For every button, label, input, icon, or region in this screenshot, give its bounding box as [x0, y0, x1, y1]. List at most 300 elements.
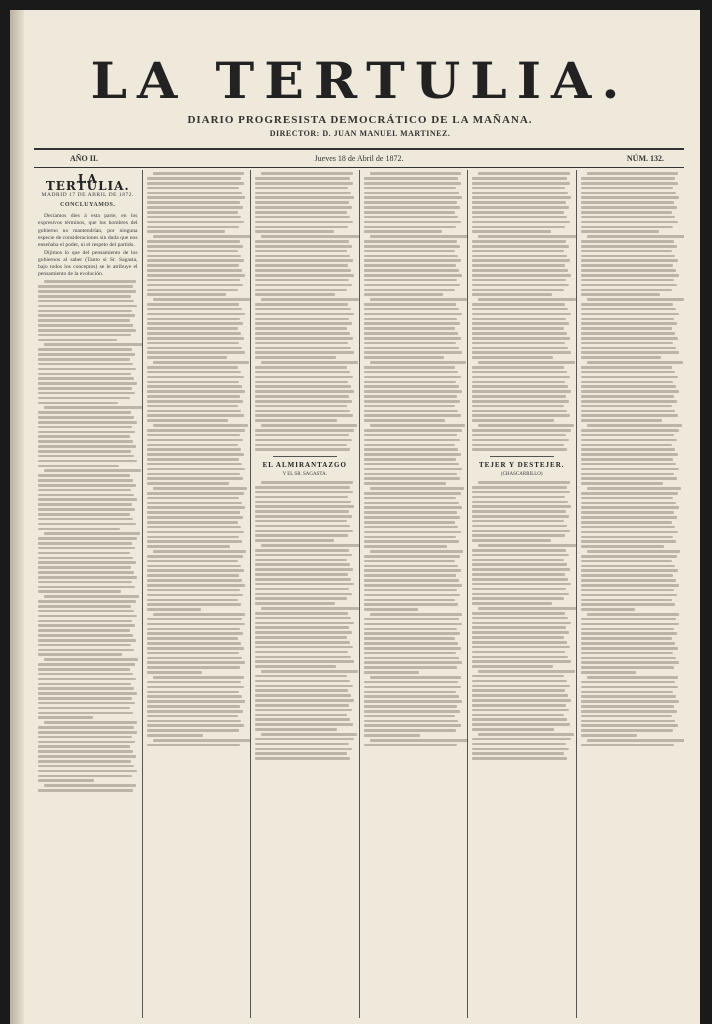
text-line [364, 289, 456, 292]
text-line [472, 366, 564, 369]
text-line [38, 455, 134, 458]
text-line [255, 743, 349, 746]
text-line [364, 560, 456, 563]
text-line [147, 264, 240, 267]
text-line [364, 628, 458, 631]
text-line [472, 660, 571, 663]
text-line [472, 216, 567, 219]
text-line [255, 617, 351, 620]
text-line [147, 521, 239, 524]
text-line [255, 714, 347, 717]
text-line [255, 284, 352, 287]
text-line [38, 683, 131, 686]
text-line [364, 419, 446, 422]
director-line: DIRECTOR: D. JUAN MANUEL MARTINEZ. [269, 129, 451, 138]
text-line [147, 255, 242, 258]
text-line [261, 607, 359, 610]
text-line [364, 279, 458, 282]
text-line [472, 414, 570, 417]
text-line [255, 342, 348, 345]
text-line [472, 588, 566, 591]
text-line [587, 424, 683, 427]
text-line [147, 182, 245, 185]
text-line [255, 563, 350, 566]
text-line [147, 434, 241, 437]
text-line [38, 726, 134, 729]
text-line [364, 196, 463, 199]
text-line [581, 482, 664, 485]
text-line [255, 583, 354, 586]
text-line [472, 675, 564, 678]
text-line [472, 211, 564, 214]
text-line [370, 676, 462, 679]
text-line [38, 373, 131, 376]
text-line [255, 293, 335, 296]
text-line [255, 250, 347, 253]
text-line [581, 477, 678, 480]
text-line [581, 473, 675, 476]
text-line [581, 376, 679, 379]
text-line [472, 419, 554, 422]
text-line [153, 298, 251, 301]
text-line [147, 351, 246, 354]
text-line [364, 211, 456, 214]
text-line [38, 295, 131, 298]
text-line [147, 729, 240, 732]
text-line [581, 342, 674, 345]
text-line [38, 508, 135, 511]
text-line [587, 361, 684, 364]
text-line [581, 540, 677, 543]
text-line [255, 709, 352, 712]
article-paragraph: Dijimos lo que del pensamiento de los gobiernos al saber (Tanto si Sr. Sagasta, bajo todos los conceptos) se le atribuye el pensamiento de la evolución. [38, 249, 138, 278]
text-line [255, 515, 352, 518]
text-line [370, 298, 468, 301]
text-line [581, 502, 677, 505]
text-line [581, 313, 680, 316]
text-line [581, 453, 679, 456]
text-line [255, 530, 353, 533]
text-line [38, 479, 133, 482]
text-line [581, 695, 677, 698]
text-line [147, 720, 242, 723]
text-line [364, 734, 421, 737]
text-line [147, 405, 239, 408]
text-line [364, 473, 458, 476]
text-line [364, 618, 460, 621]
text-line [147, 710, 244, 713]
text-line [364, 250, 456, 253]
text-line [364, 477, 461, 480]
text-line [147, 705, 241, 708]
text-line [472, 332, 567, 335]
text-line [370, 613, 463, 616]
text-line [147, 250, 239, 253]
text-line [478, 298, 576, 301]
column-5 [468, 170, 577, 1018]
text-line [255, 675, 347, 678]
text-line [587, 550, 681, 553]
text-line [472, 530, 570, 533]
text-line [472, 230, 551, 233]
text-line [364, 540, 460, 543]
text-line [581, 632, 678, 635]
text-line [147, 274, 246, 277]
text-line [364, 342, 457, 345]
text-line [364, 482, 447, 485]
text-line [581, 691, 674, 694]
text-line [147, 623, 246, 626]
article-title: CONCLUYAMOS. [60, 202, 116, 209]
text-line [472, 250, 564, 253]
text-line [472, 395, 566, 398]
text-line [255, 539, 334, 542]
text-line [581, 289, 673, 292]
text-line [581, 245, 678, 248]
text-line [364, 686, 462, 689]
text-line [364, 463, 460, 466]
text-line [581, 666, 675, 669]
text-line [147, 642, 242, 645]
text-line [472, 680, 567, 683]
text-line [38, 779, 94, 782]
text-line [38, 716, 93, 719]
text-line [364, 531, 462, 534]
column-6 [577, 170, 685, 1018]
text-line [147, 192, 243, 195]
text-line [147, 395, 241, 398]
text-line [147, 289, 239, 292]
text-line [38, 402, 118, 405]
text-line [38, 339, 117, 342]
text-line [581, 187, 674, 190]
text-line [147, 526, 242, 529]
text-line [472, 743, 566, 746]
text-line [472, 245, 569, 248]
text-line [255, 444, 347, 447]
text-line [38, 518, 133, 521]
text-line [581, 347, 677, 350]
text-line [255, 366, 347, 369]
text-line [38, 445, 136, 448]
text-line [370, 739, 469, 742]
text-line [370, 172, 462, 175]
text-line [581, 259, 679, 262]
text-line [147, 259, 245, 262]
text-line [364, 313, 463, 316]
text-line [147, 492, 245, 495]
text-line [581, 521, 673, 524]
text-line [255, 177, 350, 180]
text-line [255, 665, 336, 668]
text-line [38, 411, 131, 414]
text-line [581, 744, 675, 747]
text-line [147, 429, 246, 432]
text-line [147, 734, 204, 737]
text-line [364, 240, 458, 243]
text-line [255, 385, 351, 388]
text-line [147, 468, 246, 471]
text-line [147, 584, 246, 587]
text-line [472, 439, 569, 442]
text-line [38, 435, 130, 438]
text-line [364, 652, 457, 655]
text-line [364, 545, 448, 548]
text-line [472, 255, 567, 258]
text-line [581, 671, 637, 674]
text-line [38, 537, 137, 540]
text-line [147, 342, 240, 345]
text-line [44, 406, 142, 409]
text-line [472, 390, 571, 393]
text-line [255, 221, 353, 224]
text-line [581, 439, 678, 442]
text-line [364, 182, 462, 185]
text-line [581, 206, 678, 209]
section-divider [490, 456, 554, 457]
text-line [472, 622, 571, 625]
text-line [38, 329, 136, 332]
text-line [478, 481, 570, 484]
text-line [255, 376, 353, 379]
text-line [364, 400, 461, 403]
text-line [255, 748, 352, 751]
text-line [472, 757, 567, 760]
text-line [38, 687, 134, 690]
text-line [147, 511, 241, 514]
text-line [581, 705, 675, 708]
text-line [38, 731, 137, 734]
text-line [255, 269, 351, 272]
text-line [472, 704, 566, 707]
text-line [38, 624, 135, 627]
text-line [472, 748, 569, 751]
text-line [147, 599, 239, 602]
text-line [147, 414, 245, 417]
text-line [581, 715, 673, 718]
text-line [472, 356, 553, 359]
text-line [255, 226, 348, 229]
text-line [255, 738, 354, 741]
text-line [38, 576, 137, 579]
text-line [364, 744, 458, 747]
text-line [472, 646, 570, 649]
text-line [478, 670, 575, 673]
text-line [255, 641, 350, 644]
text-line [472, 376, 570, 379]
text-line [472, 641, 567, 644]
text-line [364, 259, 462, 262]
text-line [581, 594, 678, 597]
text-line [255, 327, 347, 330]
text-line [255, 337, 353, 340]
text-line [472, 303, 565, 306]
text-line [364, 274, 463, 277]
text-line [153, 550, 247, 553]
text-line [472, 583, 571, 586]
text-line [472, 636, 564, 639]
text-line [38, 673, 133, 676]
text-line [364, 410, 459, 413]
text-line [147, 187, 240, 190]
text-line [38, 363, 133, 366]
text-line [147, 594, 244, 597]
text-line [38, 440, 133, 443]
text-line [255, 549, 349, 552]
text-line [147, 458, 240, 461]
text-line [147, 463, 243, 466]
text-line [38, 600, 136, 603]
body-text-block [255, 481, 355, 760]
text-line [581, 492, 679, 495]
text-line [255, 245, 352, 248]
text-line [147, 322, 244, 325]
text-line [255, 439, 352, 442]
text-line [147, 327, 239, 330]
text-line [472, 559, 564, 562]
text-line [364, 318, 458, 321]
text-line [364, 511, 458, 514]
text-line [472, 240, 566, 243]
text-line [38, 523, 136, 526]
text-line [587, 298, 685, 301]
text-line [147, 502, 243, 505]
text-line [581, 574, 674, 577]
text-line [472, 723, 570, 726]
text-line [472, 269, 568, 272]
text-line [581, 652, 674, 655]
text-line [581, 381, 674, 384]
text-line [147, 293, 227, 296]
text-line [255, 593, 352, 596]
text-line [472, 714, 564, 717]
text-line [255, 752, 347, 755]
text-line [38, 750, 133, 753]
text-line [581, 589, 675, 592]
text-line [472, 694, 568, 697]
text-line [255, 622, 354, 625]
text-line [581, 226, 674, 229]
text-line [581, 395, 675, 398]
text-line [581, 230, 660, 233]
text-line [261, 298, 359, 301]
text-line [255, 534, 348, 537]
text-line [153, 172, 245, 175]
text-line [581, 681, 676, 684]
text-line [587, 235, 685, 238]
text-line [472, 709, 569, 712]
text-line [364, 434, 458, 437]
text-line [38, 644, 131, 647]
text-line [255, 274, 354, 277]
text-line [147, 206, 244, 209]
text-line [472, 612, 565, 615]
text-line [364, 206, 461, 209]
text-line [472, 196, 571, 199]
text-line [581, 182, 679, 185]
text-line [472, 568, 570, 571]
text-line [255, 395, 349, 398]
columns [34, 170, 684, 1018]
text-line [364, 187, 457, 190]
text-line [364, 337, 462, 340]
section-title: EL ALMIRANTAZGO [262, 460, 347, 469]
text-line [581, 724, 679, 727]
text-line [255, 568, 353, 571]
text-line [478, 424, 574, 427]
text-line [472, 554, 569, 557]
text-line [581, 448, 676, 451]
text-line [581, 516, 678, 519]
text-line [147, 589, 241, 592]
text-line [147, 531, 245, 534]
text-line [255, 289, 347, 292]
text-line [147, 216, 242, 219]
text-line [147, 545, 231, 548]
text-line [472, 351, 571, 354]
text-line [472, 631, 569, 634]
section-title: TEJER Y DESTEJER. [478, 460, 565, 469]
text-line [370, 235, 469, 238]
text-line [581, 250, 673, 253]
text-line [38, 431, 135, 434]
text-line [472, 578, 568, 581]
text-line [581, 196, 680, 199]
text-line [38, 368, 136, 371]
text-line [153, 235, 252, 238]
body-text-block [255, 172, 355, 451]
text-line [581, 565, 676, 568]
text-line [364, 681, 459, 684]
text-line [581, 419, 663, 422]
text-line [364, 584, 463, 587]
text-line [472, 515, 569, 518]
text-line [581, 400, 678, 403]
text-line [255, 612, 348, 615]
text-line [38, 474, 130, 477]
text-line [44, 532, 140, 535]
text-line [261, 733, 357, 736]
text-line [364, 356, 445, 359]
body-text-block [472, 172, 572, 451]
text-line [581, 700, 680, 703]
text-line [255, 501, 351, 504]
text-line [472, 573, 565, 576]
text-line [370, 361, 467, 364]
text-line [255, 308, 351, 311]
text-line [255, 419, 337, 422]
text-line [255, 313, 354, 316]
text-line [472, 520, 564, 523]
text-line [364, 526, 459, 529]
text-line [38, 513, 130, 516]
text-line [364, 371, 459, 374]
text-line [472, 626, 566, 629]
text-line [255, 405, 347, 408]
text-line [581, 414, 679, 417]
text-line [38, 285, 133, 288]
text-line [581, 216, 676, 219]
text-line [581, 555, 678, 558]
column-3 [251, 170, 360, 1018]
text-line [147, 439, 244, 442]
text-line [255, 685, 353, 688]
text-line [38, 605, 131, 608]
text-line [478, 361, 575, 364]
text-line [44, 595, 139, 598]
bottom-rule [34, 167, 684, 168]
text-line [38, 305, 137, 308]
